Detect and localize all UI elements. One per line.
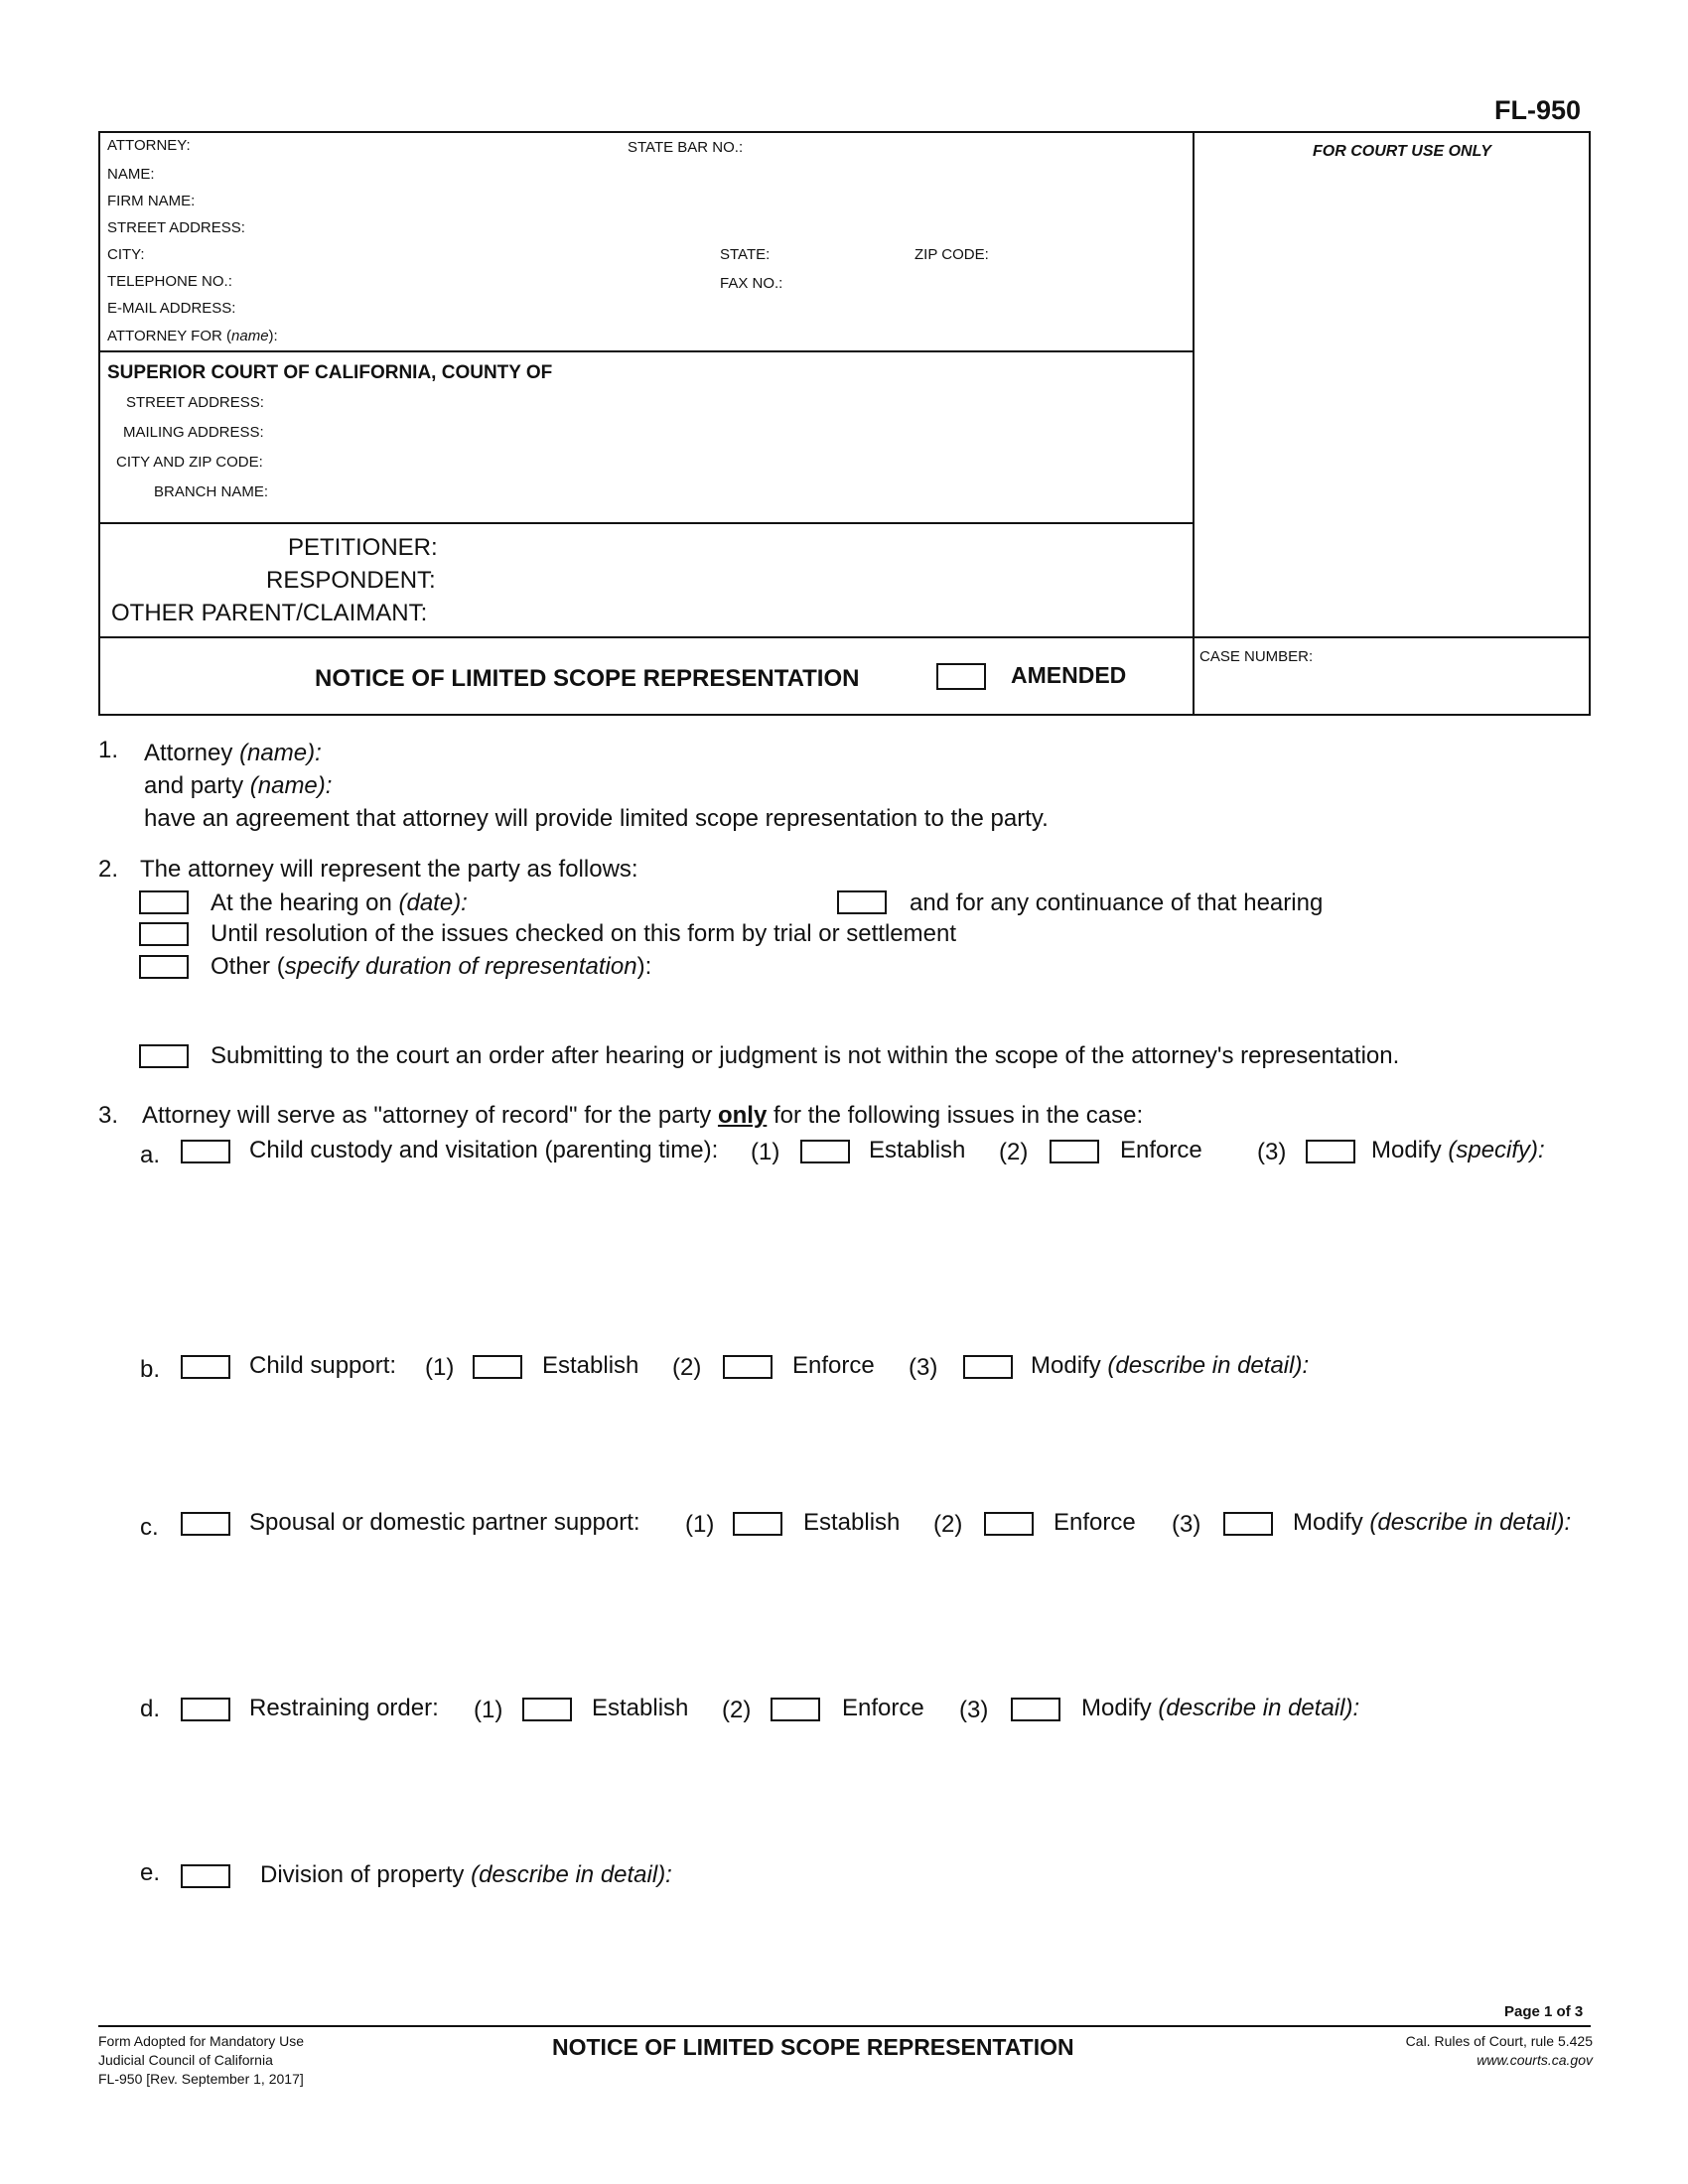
court-title: SUPERIOR COURT OF CALIFORNIA, COUNTY OF: [107, 362, 553, 383]
name-label: NAME:: [107, 166, 155, 183]
submitting-order-checkbox[interactable]: [139, 1044, 189, 1068]
footer-rules: Cal. Rules of Court, rule 5.425: [1405, 2033, 1593, 2049]
restraining-order-establish-checkbox[interactable]: [522, 1698, 572, 1721]
child-support-establish-label: Establish: [542, 1352, 639, 1379]
footer-adopted-line-1: Form Adopted for Mandatory Use: [98, 2033, 304, 2049]
item-3c-letter: c.: [140, 1514, 159, 1541]
page-number: Page 1 of 3: [1504, 2003, 1584, 2020]
state-bar-label: STATE BAR NO.:: [628, 139, 744, 156]
restraining-order-n3: (3): [959, 1697, 989, 1723]
hearing-label: At the hearing on (date):: [211, 889, 468, 916]
division-of-property-label: Division of property (describe in detail):: [260, 1861, 672, 1888]
city-label: CITY:: [107, 246, 145, 263]
street-address-label: STREET ADDRESS:: [107, 219, 245, 236]
child-support-checkbox[interactable]: [181, 1355, 230, 1379]
restraining-order-label: Restraining order:: [249, 1695, 439, 1721]
court-branch-label: BRANCH NAME:: [154, 483, 269, 500]
item-3-intro: Attorney will serve as "attorney of record" for the party only for the following issues in the case:: [142, 1102, 1144, 1129]
other-duration-checkbox[interactable]: [139, 955, 189, 979]
item-3a-letter: a.: [140, 1142, 161, 1168]
footer-rule: [98, 2025, 1591, 2027]
caption-divider-attorney: [98, 350, 1193, 352]
hearing-checkbox[interactable]: [139, 890, 189, 914]
custody-establish-checkbox[interactable]: [800, 1140, 850, 1163]
caption-divider-parties: [98, 636, 1591, 638]
form-title: NOTICE OF LIMITED SCOPE REPRESENTATION: [315, 665, 860, 692]
restraining-order-enforce-checkbox[interactable]: [771, 1698, 820, 1721]
custody-enforce-label: Enforce: [1120, 1137, 1202, 1163]
child-support-enforce-label: Enforce: [792, 1352, 875, 1379]
footer-adoption-info: [98, 2032, 304, 2089]
item-2-intro: The attorney will represent the party as follows:: [140, 856, 638, 883]
email-label: E-MAIL ADDRESS:: [107, 300, 236, 317]
spousal-support-n3: (3): [1172, 1511, 1201, 1538]
zip-code-label: ZIP CODE:: [914, 246, 989, 263]
caption-divider-vertical: [1193, 131, 1195, 716]
custody-establish-label: Establish: [869, 1137, 966, 1163]
spousal-support-n2: (2): [933, 1511, 963, 1538]
caption-box: [98, 131, 1591, 716]
court-mailing-label: MAILING ADDRESS:: [123, 424, 264, 441]
agreement-text: have an agreement that attorney will provide limited scope representation to the party.: [144, 805, 1049, 832]
footer-title: NOTICE OF LIMITED SCOPE REPRESENTATION: [552, 2034, 1074, 2060]
custody-checkbox[interactable]: [181, 1140, 230, 1163]
attorney-for-label: ATTORNEY FOR (name):: [107, 328, 278, 344]
spousal-support-label: Spousal or domestic partner support:: [249, 1509, 640, 1536]
footer-rules-info: [1406, 2032, 1593, 2070]
spousal-support-establish-label: Establish: [803, 1509, 901, 1536]
spousal-support-modify-label: Modify (describe in detail):: [1293, 1509, 1572, 1536]
custody-modify-label: Modify (specify):: [1371, 1137, 1545, 1163]
other-duration-label: Other (specify duration of representation):: [211, 953, 652, 980]
child-support-modify-label: Modify (describe in detail):: [1031, 1352, 1310, 1379]
custody-n2: (2): [999, 1139, 1029, 1165]
item-3-number: 3.: [98, 1102, 119, 1129]
continuance-checkbox[interactable]: [837, 890, 887, 914]
custody-enforce-checkbox[interactable]: [1050, 1140, 1099, 1163]
telephone-label: TELEPHONE NO.:: [107, 273, 232, 290]
footer-website[interactable]: www.courts.ca.gov: [1477, 2052, 1593, 2068]
amended-label: AMENDED: [1011, 662, 1127, 688]
spousal-support-modify-checkbox[interactable]: [1223, 1512, 1273, 1536]
child-support-establish-checkbox[interactable]: [473, 1355, 522, 1379]
restraining-order-modify-label: Modify (describe in detail):: [1081, 1695, 1360, 1721]
submitting-order-label: Submitting to the court an order after hearing or judgment is not within the scope of the attorney's representation.: [211, 1042, 1400, 1069]
child-support-n3: (3): [909, 1354, 938, 1381]
custody-label: Child custody and visitation (parenting time):: [249, 1137, 719, 1163]
spousal-support-checkbox[interactable]: [181, 1512, 230, 1536]
firm-name-label: FIRM NAME:: [107, 193, 196, 209]
child-support-modify-checkbox[interactable]: [963, 1355, 1013, 1379]
caption-divider-court: [98, 522, 1193, 524]
restraining-order-enforce-label: Enforce: [842, 1695, 924, 1721]
case-number-label: CASE NUMBER:: [1199, 648, 1314, 665]
child-support-n1: (1): [425, 1354, 455, 1381]
restraining-order-modify-checkbox[interactable]: [1011, 1698, 1060, 1721]
child-support-n2: (2): [672, 1354, 702, 1381]
item-3e-letter: e.: [140, 1859, 161, 1886]
spousal-support-enforce-label: Enforce: [1054, 1509, 1136, 1536]
child-support-enforce-checkbox[interactable]: [723, 1355, 773, 1379]
petitioner-label: PETITIONER:: [288, 534, 438, 561]
fax-label: FAX NO.:: [720, 275, 783, 292]
continuance-label: and for any continuance of that hearing: [910, 889, 1324, 916]
custody-n1: (1): [751, 1139, 780, 1165]
spousal-support-establish-checkbox[interactable]: [733, 1512, 782, 1536]
attorney-label: ATTORNEY:: [107, 137, 191, 154]
item-3d-letter: d.: [140, 1696, 161, 1722]
amended-checkbox[interactable]: [936, 663, 986, 690]
court-street-label: STREET ADDRESS:: [126, 394, 264, 411]
court-city-zip-label: CITY AND ZIP CODE:: [116, 454, 263, 471]
court-use-only-label: FOR COURT USE ONLY: [1313, 143, 1491, 160]
respondent-label: RESPONDENT:: [266, 567, 436, 594]
form-number: FL-950: [1494, 95, 1582, 125]
item-3b-letter: b.: [140, 1356, 161, 1383]
restraining-order-checkbox[interactable]: [181, 1698, 230, 1721]
party-name-label: and party (name):: [144, 772, 333, 799]
child-support-label: Child support:: [249, 1352, 397, 1379]
other-parent-label: OTHER PARENT/CLAIMANT:: [111, 600, 428, 626]
custody-modify-checkbox[interactable]: [1306, 1140, 1355, 1163]
division-of-property-checkbox[interactable]: [181, 1864, 230, 1888]
spousal-support-n1: (1): [685, 1511, 715, 1538]
spousal-support-enforce-checkbox[interactable]: [984, 1512, 1034, 1536]
item-2-number: 2.: [98, 856, 119, 883]
attorney-name-label: Attorney (name):: [144, 740, 322, 766]
restraining-order-establish-label: Establish: [592, 1695, 689, 1721]
footer-adopted-line-2: Judicial Council of California: [98, 2052, 273, 2068]
footer-adopted-line-3: FL-950 [Rev. September 1, 2017]: [98, 2071, 304, 2087]
state-label: STATE:: [720, 246, 771, 263]
restraining-order-n1: (1): [474, 1697, 503, 1723]
restraining-order-n2: (2): [722, 1697, 752, 1723]
until-resolution-label: Until resolution of the issues checked on this form by trial or settlement: [211, 920, 957, 947]
item-1-number: 1.: [98, 737, 119, 763]
until-resolution-checkbox[interactable]: [139, 922, 189, 946]
custody-n3: (3): [1257, 1139, 1287, 1165]
